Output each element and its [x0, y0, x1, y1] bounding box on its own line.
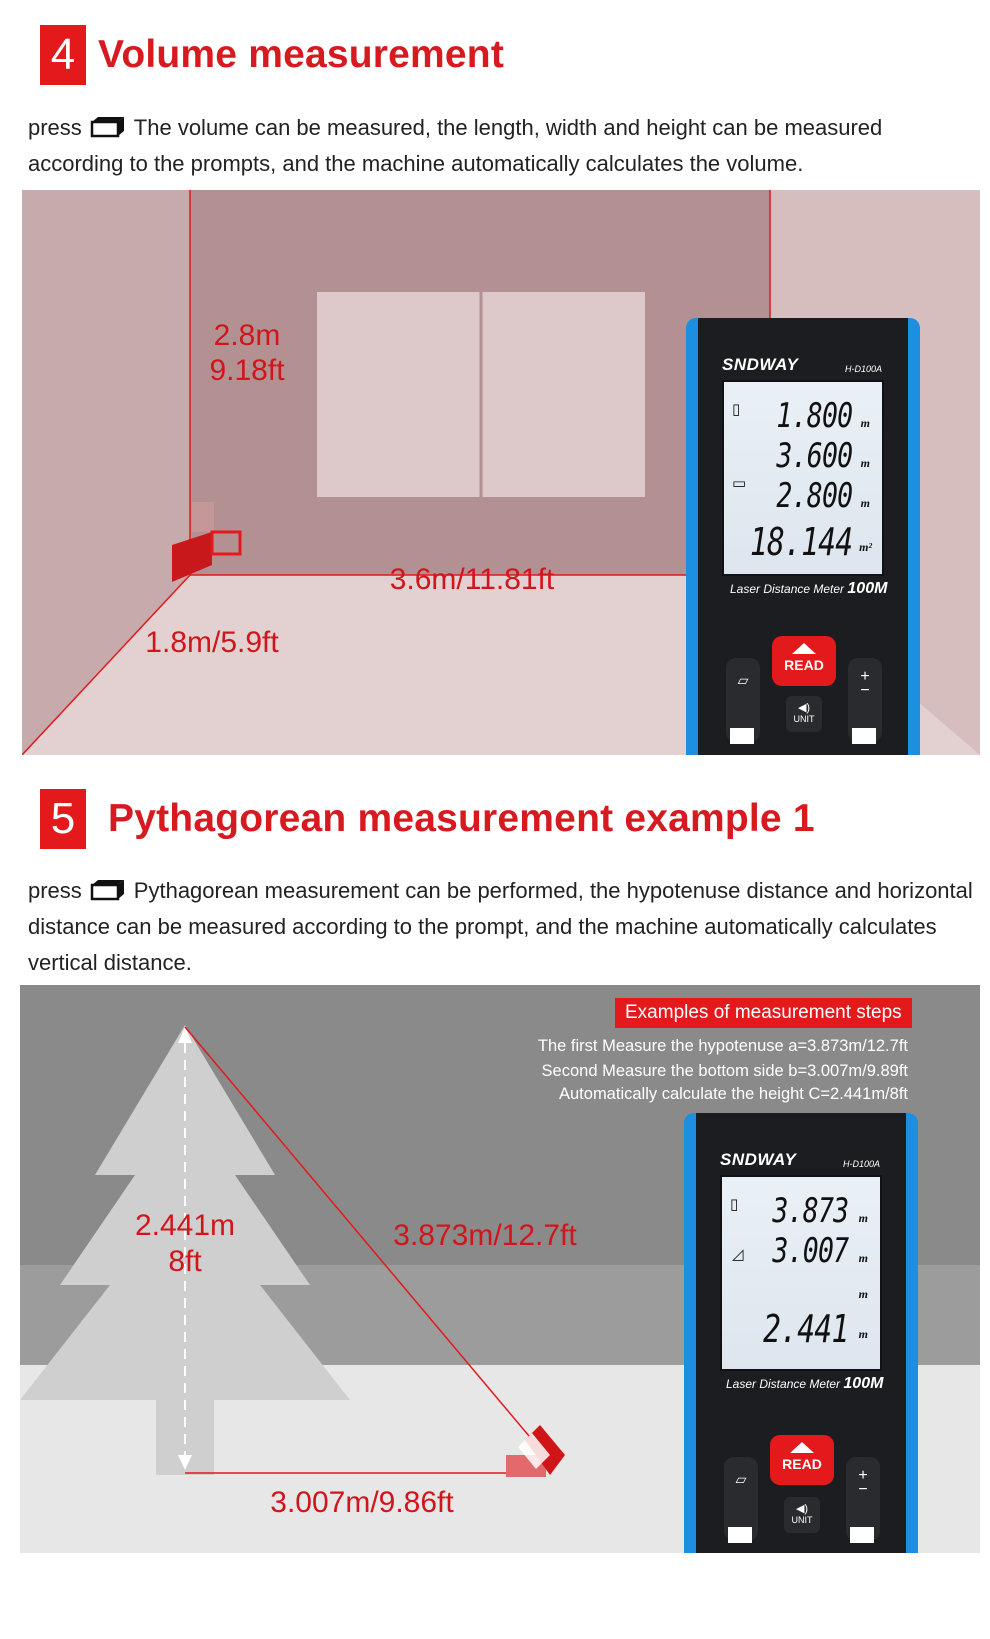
unit-4: m [858, 1327, 868, 1341]
device-brand: SNDWAY [720, 1150, 797, 1169]
height-label-ft: 8ft [168, 1245, 202, 1278]
unit-3: m [858, 1287, 868, 1301]
reading-2: 3.007 [772, 1231, 848, 1271]
triangle-mode-icon: ◿ [732, 1245, 744, 1263]
unit-1: m [860, 416, 870, 430]
read-button[interactable]: READ [772, 636, 836, 686]
device-screen [722, 380, 884, 576]
mode-button[interactable]: ▱ [724, 1457, 758, 1541]
section-number-badge: 5 [40, 789, 86, 849]
press-word: press [28, 115, 82, 140]
section-title: Volume measurement [98, 33, 505, 76]
step-2: Second Measure the bottom side b=3.007m/9.89ft [541, 1062, 908, 1080]
read-button[interactable]: READ [770, 1435, 834, 1485]
plus-minus-button[interactable]: + − [848, 658, 882, 742]
steps-list [400, 1037, 908, 1117]
laser-meter-device [684, 1113, 918, 1553]
unit-1: m [858, 1211, 868, 1225]
unit-2: m [858, 1251, 868, 1265]
reading-1: 1.800 [776, 396, 852, 436]
device-model: H-D100A [844, 364, 882, 374]
device-screen [720, 1175, 882, 1371]
unit-button[interactable]: ◀) UNIT [784, 1497, 820, 1533]
hypotenuse-label: 3.873m/12.7ft [393, 1219, 577, 1252]
mode-button[interactable]: ▱ [726, 658, 760, 742]
reading-3: 2.441 [762, 1307, 848, 1351]
unit-4: m² [859, 540, 872, 554]
unit-button[interactable]: ◀) UNIT [786, 696, 822, 732]
section-4-description [28, 110, 978, 182]
device-caption: Laser Distance Meter 100M [726, 1375, 884, 1392]
height-label-m: 2.8m [213, 319, 281, 352]
section-number-badge: 4 [40, 25, 86, 85]
pythagorean-tree-illustration [20, 985, 980, 1553]
device-caption: Laser Distance Meter 100M [730, 580, 888, 597]
section-5-description [28, 873, 978, 981]
section-5-heading [40, 789, 815, 849]
steps-title-box: Examples of measurement steps [615, 998, 912, 1028]
reading-2: 3.600 [776, 436, 852, 476]
height-label-m: 2.441m [134, 1209, 236, 1242]
section-title: Pythagorean measurement example 1 [108, 797, 815, 840]
device-brand: SNDWAY [722, 355, 799, 374]
unit-3: m [860, 496, 870, 510]
reading-3: 2.800 [776, 476, 852, 516]
step-1: The first Measure the hypotenuse a=3.873m/12.7ft [537, 1037, 908, 1055]
section-4-heading [40, 25, 504, 85]
plus-minus-button[interactable]: + − [846, 1457, 880, 1541]
description-text: The volume can be measured, the length, width and height can be measured according to the prompts, and the machine automatically calculates the volume. [28, 115, 883, 176]
laser-rear-icon: ▯ [732, 400, 741, 418]
volume-mode-icon [90, 113, 126, 135]
step-3: Automatically calculate the height C=2.441m/8ft [559, 1085, 908, 1103]
pythagorean-mode-icon [90, 876, 126, 898]
reading-4: 18.144 [749, 520, 852, 564]
unit-2: m [860, 456, 870, 470]
laser-rear-icon: ▯ [730, 1195, 739, 1213]
volume-mode-icon: ▭ [732, 474, 747, 492]
reading-1: 3.873 [772, 1191, 848, 1231]
device-model: H-D100A [842, 1159, 880, 1169]
laser-meter-device [686, 318, 920, 755]
press-word: press [28, 878, 82, 903]
height-label-ft: 9.18ft [209, 354, 285, 387]
description-text: Pythagorean measurement can be performed, the hypotenuse distance and horizontal distance can be measured according to the prompt, and the machine automatically calculates vertical distance. [28, 878, 973, 975]
length-label: 3.6m/11.81ft [389, 563, 555, 596]
volume-room-illustration [22, 190, 980, 755]
base-label: 3.007m/9.86ft [270, 1486, 454, 1519]
width-label: 1.8m/5.9ft [145, 626, 279, 659]
